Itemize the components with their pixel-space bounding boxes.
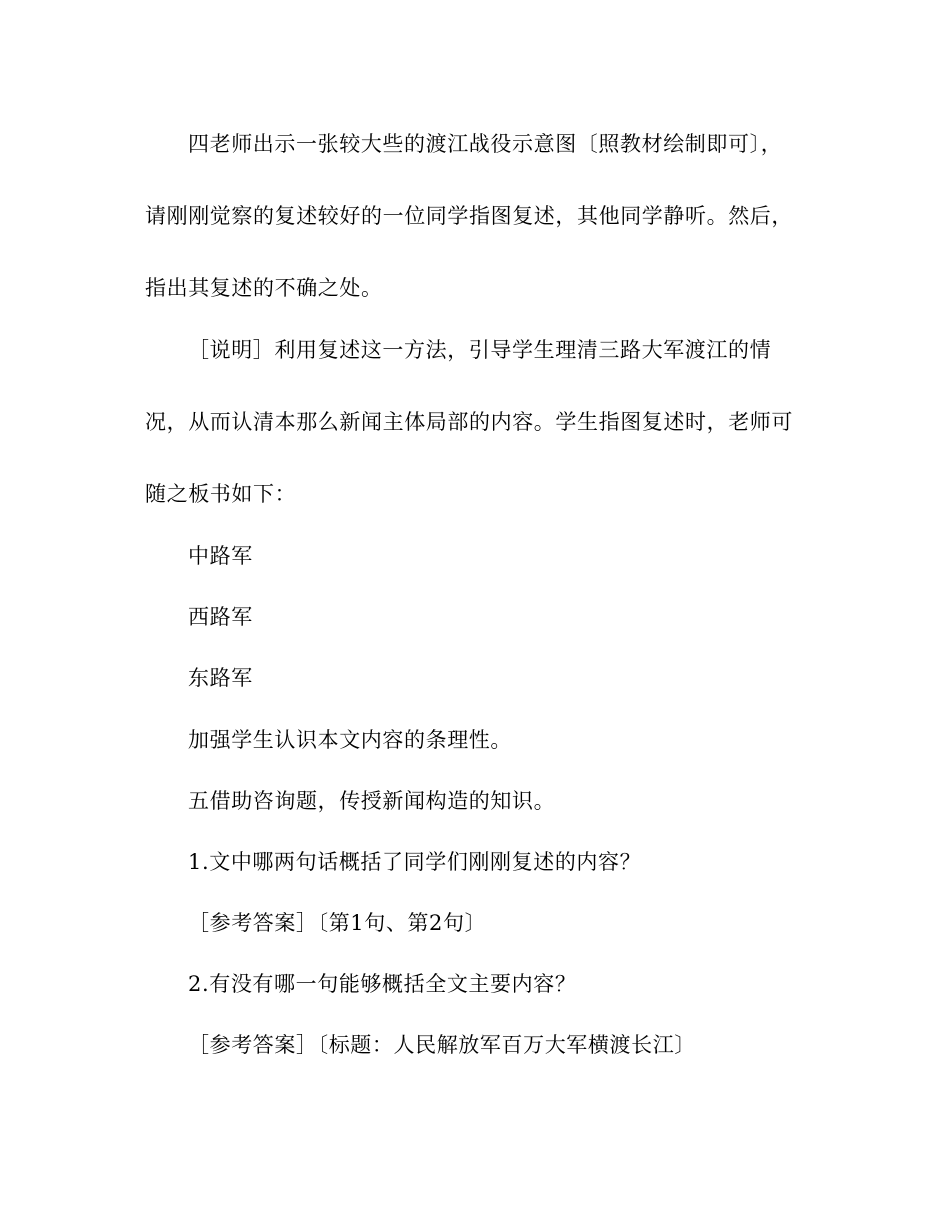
summary-line: 加强学生认识本文内容的条理性。 xyxy=(188,728,512,752)
explanation-line-1: ［说明］利用复述这一方法，引导学生理清三路大军渡江的情 xyxy=(188,338,772,362)
paragraph-1-line-1: 四老师出示一张较大些的渡江战役示意图〔照教材绘制即可〕， xyxy=(188,132,783,156)
paragraph-1-line-3: 指出其复述的不确之处。 xyxy=(145,276,383,300)
section-five-heading: 五借助咨询题，传授新闻构造的知识。 xyxy=(188,789,556,813)
answer-1: ［参考答案］〔第1句、第2句〕 xyxy=(188,911,487,935)
answer-2: ［参考答案］〔标题：人民解放军百万大军横渡长江〕 xyxy=(188,1033,696,1057)
question-1: 1.文中哪两句话概括了同学们刚刚复述的内容？ xyxy=(188,850,642,874)
board-item-west: 西路军 xyxy=(188,605,253,629)
paragraph-1-line-2: 请刚刚觉察的复述较好的一位同学指图复述，其他同学静听。然后， xyxy=(145,204,793,228)
question-2: 2.有没有哪一句能够概括全文主要内容？ xyxy=(188,972,577,996)
explanation-line-2: 况，从而认清本那么新闻主体局部的内容。学生指图复述时，老师可 xyxy=(145,410,793,434)
board-item-east: 东路军 xyxy=(188,666,253,690)
explanation-line-3: 随之板书如下： xyxy=(145,482,297,506)
board-item-central: 中路军 xyxy=(188,544,253,568)
